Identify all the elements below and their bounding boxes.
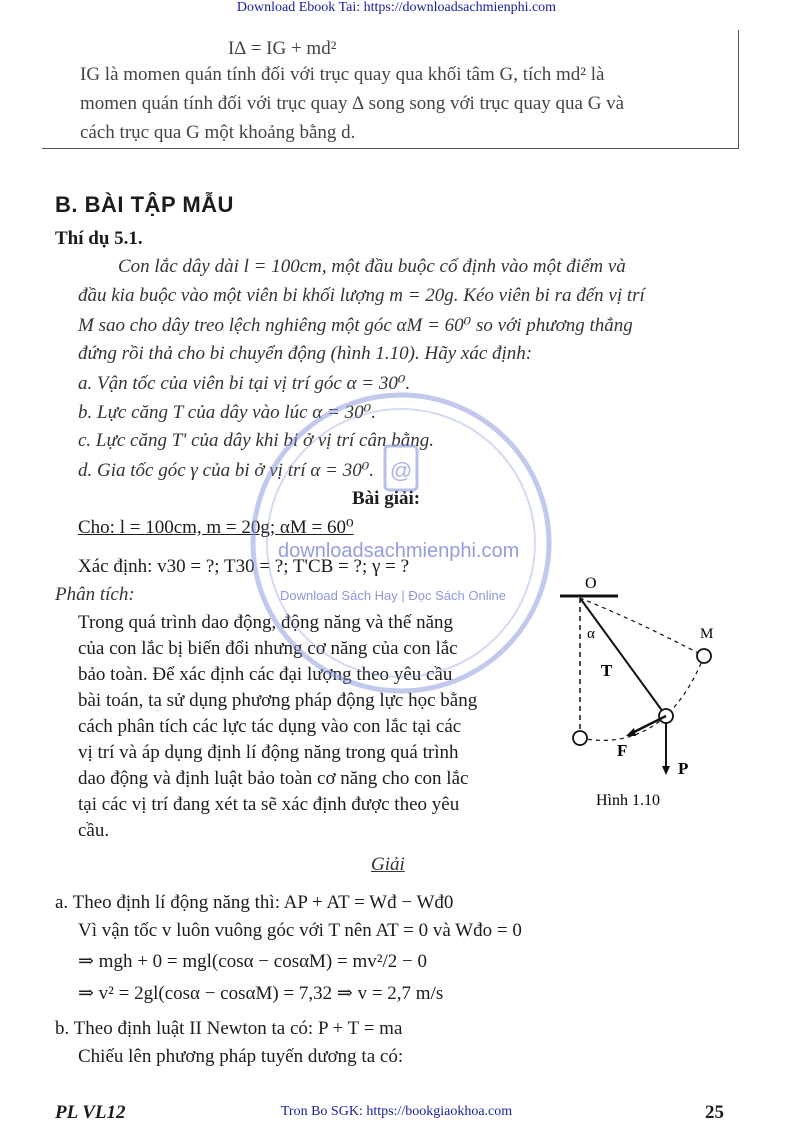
given-line: Cho: l = 100cm, m = 20g; αM = 60⁰ [78, 517, 354, 538]
header-download-link[interactable]: Download Ebook Tai: https://downloadsachmienphi.com [236, 0, 557, 15]
analysis-line-4: bài toán, ta sử dụng phương pháp động lực học bằng [78, 690, 478, 711]
footer-left: PL VL12 [55, 1102, 126, 1123]
force-P-arrowhead [662, 766, 670, 775]
problem-line-3: M sao cho dây treo lệch nghiêng một góc αM = 60⁰ so với phương thẳng [78, 315, 633, 336]
page-number: 25 [705, 1102, 724, 1123]
label-F: F [617, 741, 628, 760]
problem-line-2: đầu kia buộc vào một viên bi khối lượng m = 20g. Kéo viên bi ra đến vị trí [78, 285, 645, 306]
ball-at-equilibrium [573, 731, 587, 745]
figure-caption: Hình 1.10 [596, 792, 660, 809]
box-line-1: IG là momen quán tính đối với trục quay qua khối tâm G, tích md² là [80, 64, 605, 85]
label-P: P [678, 759, 689, 778]
solution-a-line-3: ⇒ mgh + 0 = mgl(cosα − cosαM) = mv²/2 − 0 [78, 951, 427, 972]
box-line-3: cách trục qua G một khoảng bằng d. [80, 122, 356, 143]
solution-a-line-2: Vì vận tốc v luôn vuông góc với T nên AT = 0 và Wđo = 0 [78, 920, 522, 941]
problem-line-4: đứng rồi thả cho bi chuyển động (hình 1.10). Hãy xác định: [78, 343, 533, 364]
watermark-url: downloadsachmienphi.com [278, 540, 520, 562]
solution-b-line-1: b. Theo định luật II Newton ta có: P + T = ma [55, 1018, 403, 1039]
label-T: T [601, 661, 613, 680]
string-at-M [580, 598, 704, 656]
ball-at-M [697, 649, 711, 663]
pendulum-figure [540, 570, 740, 810]
solution-b-line-2: Chiếu lên phương pháp tuyến dương ta có: [78, 1046, 404, 1067]
problem-part-d: d. Gia tốc góc γ của bi ở vị trí α = 30⁰. [78, 460, 375, 481]
force-F-arrowhead [626, 728, 636, 736]
analysis-line-3: bảo toàn. Để xác định các đại lượng theo yêu cầu [78, 664, 453, 685]
analysis-line-8: tại các vị trí đang xét ta sẽ xác định được theo yêu [78, 794, 460, 815]
label-alpha: α [587, 626, 595, 642]
analysis-line-7: dao động và định luật bảo toàn cơ năng cho con lắc [78, 768, 469, 789]
analysis-line-5: cách phân tích các lực tác dụng vào con lắc tại các [78, 716, 462, 737]
box-line-2: momen quán tính đối với trục quay ∆ song song với trục quay qua G và [80, 93, 625, 114]
giai-title: Giải [371, 854, 405, 875]
problem-part-c: c. Lực căng T' của dây khi bi ở vị trí cân bằng. [78, 430, 434, 451]
string-T [580, 598, 666, 716]
solution-title: Bài giải: [352, 488, 421, 509]
solution-a-line-1: a. Theo định lí động năng thì: AP + AT = Wđ − Wđ0 [55, 892, 454, 913]
analysis-line-1: Trong quá trình dao động, động năng và thế năng [78, 612, 454, 633]
watermark-tagline: Download Sách Hay | Đọc Sách Online [280, 588, 506, 603]
analysis-title: Phân tích: [55, 584, 135, 605]
example-title: Thí dụ 5.1. [55, 228, 143, 249]
label-O: O [585, 575, 597, 592]
problem-part-b: b. Lực căng T của dây vào lúc α = 30⁰. [78, 402, 376, 423]
force-F-arrow [630, 716, 666, 734]
section-title: B. BÀI TẬP MẪU [55, 192, 234, 217]
analysis-line-9: cầu. [78, 820, 110, 841]
problem-part-a: a. Vận tốc của viên bi tại vị trí góc α = 30⁰. [78, 373, 411, 394]
problem-line-1: Con lắc dây dài l = 100cm, một đầu buộc cố định vào một điểm và [118, 256, 626, 277]
svg-text:@: @ [389, 458, 413, 483]
footer-sgk-link[interactable]: Tron Bo SGK: https://bookgiaokhoa.com [280, 1104, 513, 1119]
label-M: M [700, 626, 714, 642]
box-formula: I∆ = IG + md² [228, 38, 337, 59]
find-line: Xác định: v30 = ?; T30 = ?; T'CB = ?; γ = ? [78, 556, 410, 577]
analysis-line-2: của con lắc bị biến đổi nhưng cơ năng của con lắc [78, 638, 458, 659]
analysis-line-6: vị trí và áp dụng định lí động năng trong quá trình [78, 742, 459, 763]
solution-a-line-4: ⇒ v² = 2gl(cosα − cosαM) = 7,32 ⇒ v = 2,7 m/s [78, 983, 444, 1004]
